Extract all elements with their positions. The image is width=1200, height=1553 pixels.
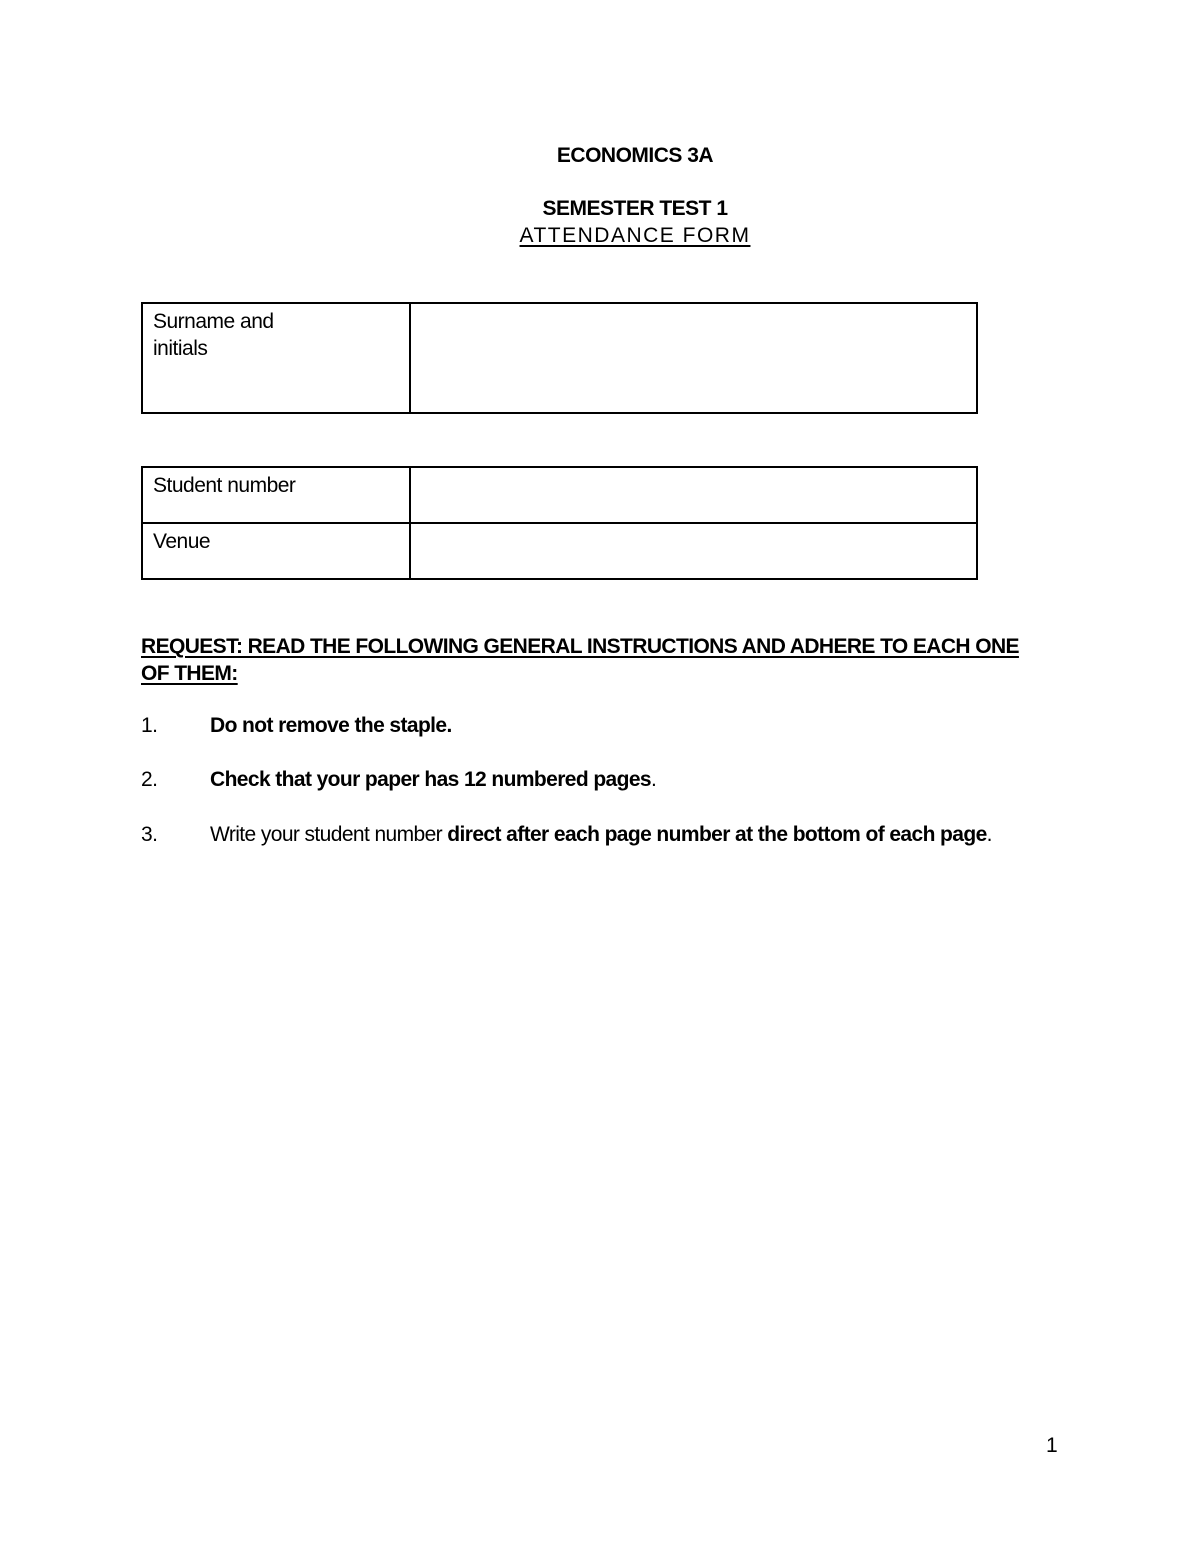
surname-label-line2: initials — [153, 337, 208, 360]
surname-label — [142, 303, 410, 413]
instruction-item — [141, 714, 1101, 738]
instruction-number: 3. — [141, 823, 158, 846]
page-number: 1 — [1046, 1434, 1058, 1457]
student-number-row — [142, 467, 977, 523]
student-number-label: Student number — [142, 467, 410, 523]
surname-label-line1: Surname and — [153, 310, 274, 333]
request-heading: REQUEST: READ THE FOLLOWING GENERAL INSTRUCTIONS AND ADHERE TO EACH ONE OF THEM: — [141, 635, 1019, 685]
venue-row — [142, 523, 977, 579]
venue-label: Venue — [142, 523, 410, 579]
student-number-input-cell[interactable] — [410, 467, 977, 523]
instruction-tail: . — [651, 768, 657, 791]
instruction-bold-text: Check that your paper has 12 numbered pages — [210, 768, 652, 791]
instruction-number: 2. — [141, 768, 158, 791]
form-title: ATTENDANCE FORM — [519, 224, 751, 247]
surname-input-cell[interactable] — [410, 303, 977, 413]
instruction-number: 1. — [141, 714, 158, 737]
venue-input-cell[interactable] — [410, 523, 977, 579]
instruction-item — [141, 768, 1101, 792]
student-info-table — [141, 466, 978, 580]
instruction-normal-text: Write your student number — [210, 823, 448, 846]
instruction-bold-text: direct after each page number at the bottom of each page — [447, 823, 987, 846]
name-table — [141, 302, 978, 414]
course-title: ECONOMICS 3A — [556, 144, 714, 167]
surname-row — [142, 303, 977, 413]
instruction-bold-text: Do not remove the staple. — [210, 714, 452, 737]
test-title: SEMESTER TEST 1 — [542, 197, 728, 220]
instruction-tail: . — [986, 823, 992, 846]
instruction-item — [141, 823, 1101, 847]
